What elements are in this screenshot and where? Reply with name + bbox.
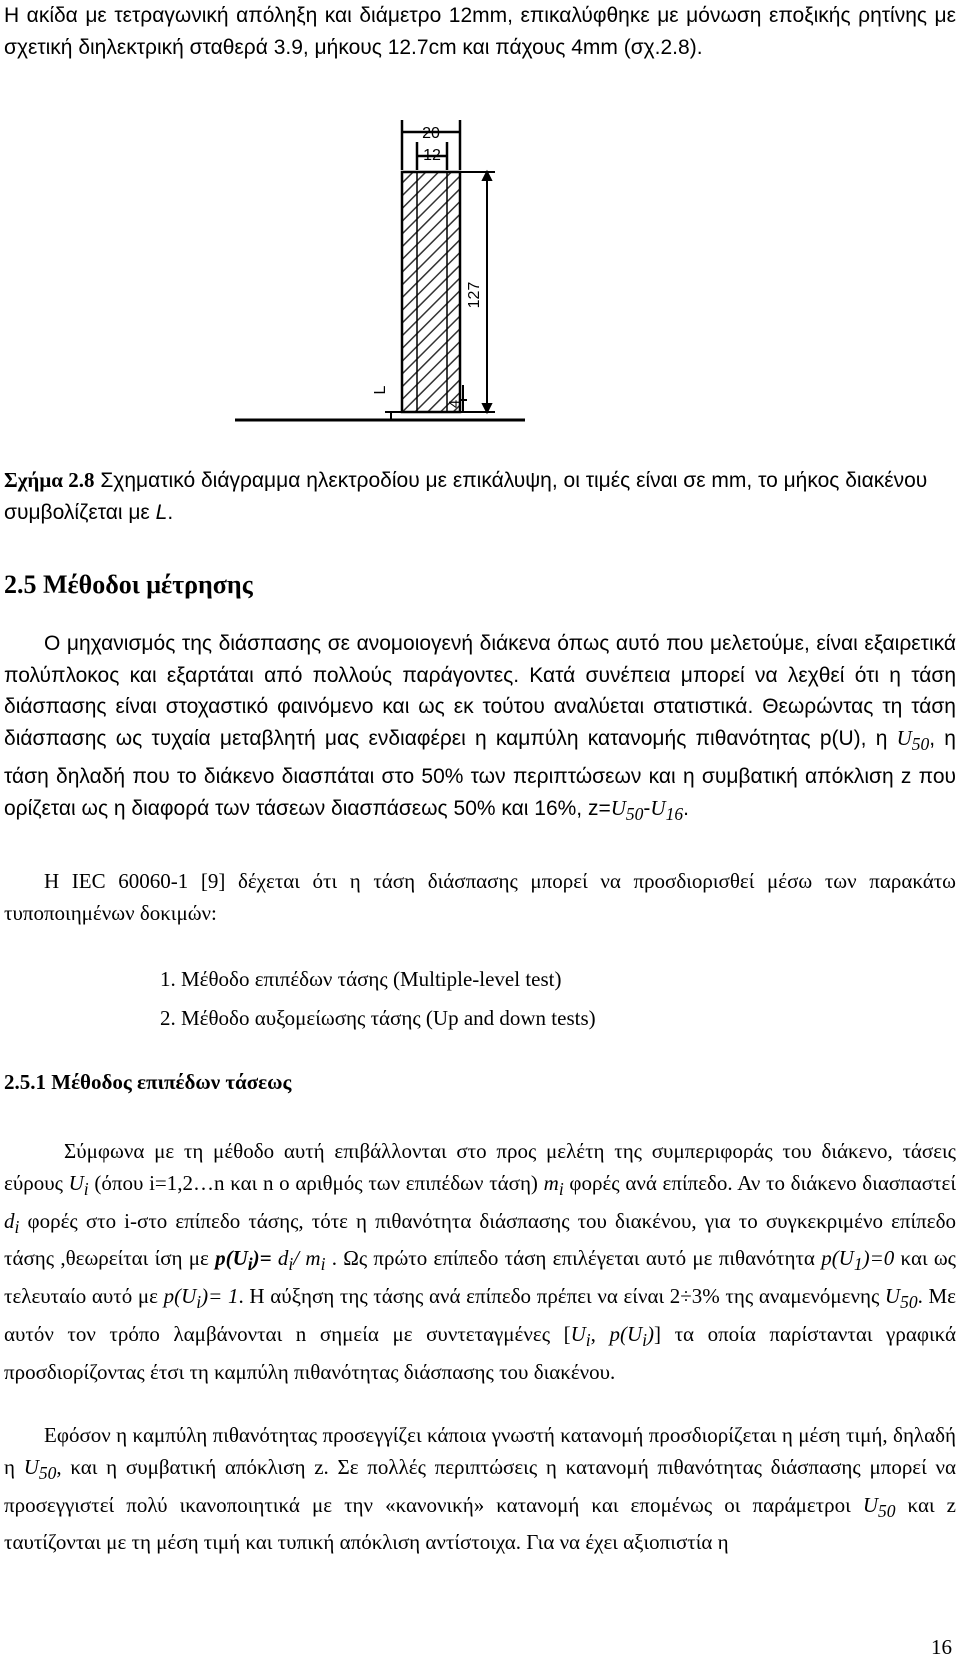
dim-width-outer: 20 (422, 125, 440, 142)
mi-sub: i (558, 1178, 564, 1199)
caption-symbol: L (155, 500, 168, 524)
para4-text: και z ταυτίζονται με τη μέση τιμή και τυπική απόκλιση αντίστοιχα. Για να έχει αξιοπιστία η (4, 1492, 957, 1555)
paragraph-methods-intro (4, 628, 956, 831)
dim-length: 127 (466, 281, 483, 309)
mi-base: m (543, 1170, 559, 1195)
pu1-formula (821, 1246, 895, 1275)
u50-symbol (884, 1284, 918, 1313)
u50-symbol (23, 1454, 57, 1483)
pun-sub: i (196, 1292, 202, 1313)
coord-p-sub: i (642, 1330, 647, 1351)
dim-width-inner: 12 (423, 147, 441, 164)
caption-text: Σχηματικό διάγραμμα ηλεκτροδίου με επικάλυψη, οι τιμές είναι σε mm, το μήκος διακένου συμβολίζεται με (4, 469, 928, 524)
para3-text: (όπου i=1,2…n και n ο αριθμός των επιπέδων τάση) (88, 1170, 544, 1195)
u50-sub: 50 (38, 1462, 57, 1483)
para3-text: φορές ανά επίπεδο. Αν το διάκενο διασπαστεί (563, 1170, 956, 1195)
paragraph-multiple-level (4, 1136, 956, 1389)
caption-end: . (167, 500, 174, 524)
u50-symbol (862, 1492, 896, 1521)
coord-p (609, 1322, 654, 1351)
u50-sub: 50 (877, 1500, 896, 1521)
di-sub: i (14, 1216, 20, 1237)
u50-base: U (23, 1454, 39, 1479)
ratio-m: m (305, 1246, 321, 1271)
para3-text: και ως τελευταίο αυτό με (4, 1246, 956, 1309)
list-label: Μέθοδο αυξομείωσης τάσης (Up and down tests) (181, 1006, 596, 1030)
u50-sub: 50 (911, 734, 930, 755)
para3-text: ] τα οποία παρίστανται γραφικά προσδιορίζοντας έτσι τη καμπύλη πιθανότητας διάσπασης του διακένου. (4, 1322, 956, 1385)
u50-base: U (862, 1492, 878, 1517)
para3-text: Σύμφωνα με τη μέθοδο αυτή επιβάλλονται στο προς μελέτη της συμπεριφοράς του διάκενο, τάσεις εύρους (4, 1139, 956, 1195)
ratio-sep: / (293, 1246, 306, 1271)
pu1-base: p(U (821, 1246, 854, 1271)
coord-p-end: ) (647, 1322, 654, 1347)
dim-thickness: 4 (446, 399, 463, 409)
coord-u-base: U (570, 1322, 586, 1347)
coord-u-sub: i (585, 1330, 591, 1351)
section-heading-2-5: 2.5 Μέθοδοι μέτρησης (4, 570, 253, 599)
para3-text: . Με αυτόν τον τρόπο λαμβάνονται n σημεία με συντεταγμένες [ (4, 1284, 956, 1347)
pui-end: )= (252, 1246, 272, 1271)
ui-base: U (68, 1170, 84, 1195)
caption-label: Σχήμα 2.8 (4, 468, 95, 492)
coord-u (570, 1322, 591, 1351)
pun-base: p(U (163, 1284, 197, 1309)
dash: - (643, 796, 651, 820)
u50-base: U (884, 1284, 901, 1309)
coord-p-base: p(U (609, 1322, 643, 1347)
u16-sub: 16 (665, 803, 684, 824)
para4-text: , και η συμβατική απόκλιση z. Σε πολλές περιπτώσεις η κατανομή πιθανότητας διάσπασης μπορεί να προσεγγιστεί πολύ ικανοποιητικά με την «κανονική» κατανομή και επομένως οι παράμετροι (4, 1454, 956, 1517)
intro-text: Η ακίδα με τετραγωνική απόληξη και διάμετρο 12mm, επικαλύφθηκε με μόνωση εποξικής ρητίνης με σχετική διηλεκτρική σταθερά 3.9, μήκους 12.7cm και πάχους 4mm (σχ.2.8). (4, 4, 956, 59)
u50-base: U (896, 726, 912, 751)
u50-base: U (610, 795, 626, 820)
pui-formula (215, 1246, 272, 1275)
pu1-end: )=0 (862, 1246, 895, 1271)
figure-caption (4, 465, 956, 528)
list-number: 1. (160, 967, 176, 991)
pui-sub: i (247, 1254, 253, 1275)
para3-text: . Ως πρώτο επίπεδο τάση επιλέγεται αυτό με πιθανότητα (325, 1246, 822, 1271)
coord-sep: , (590, 1322, 610, 1347)
list-label: Μέθοδο επιπέδων τάσης (Multiple-level test) (181, 967, 562, 991)
paragraph-iec (4, 866, 956, 929)
section-heading-2-5-1: 2.5.1 Μέθοδος επιπέδων τάσεως (4, 1070, 292, 1094)
di-symbol (4, 1208, 20, 1237)
para3-text: φορές στο i-στο επίπεδο τάσης, τότε η πιθανότητα διάσπασης του διακένου, για το συγκεκριμένο επίπεδο τάσης ,θεωρείται ίση με (4, 1208, 956, 1271)
ratio-d-sub: i (288, 1254, 294, 1275)
para1-text-b: , η τάση δηλαδή που το διάκενο διασπάται στο 50% των περιπτώσεων και η συμβατική απόκλιση z που ορίζεται ως η διαφορά των τάσεων διασπάσεως 50% και 16%, z= (4, 727, 956, 820)
para4-text: Εφόσον η καμπύλη πιθανότητας προσεγγίζει κάποια γνωστή κατανομή προσδιορίζεται η μέση τιμή, δηλαδή η (4, 1423, 956, 1479)
methods-list (160, 960, 596, 1038)
pu1-sub: 1 (853, 1254, 863, 1275)
paragraph-distribution (4, 1420, 956, 1559)
intro-paragraph (4, 0, 956, 63)
mi-symbol (543, 1170, 564, 1199)
electrode-coating (402, 172, 460, 412)
para1-end: . (683, 796, 689, 820)
ratio-d: d (277, 1246, 289, 1271)
para1-text-a: Ο μηχανισμός της διάσπασης σε ανομοιογενή διάκενα όπως αυτό που μελετούμε, είναι εξαιρετικά πολύπλοκος και εξαρτάται από πολλούς παράγοντες. Κατά συνέπεια μπορεί να λεχθεί ότι η τάση διάσπασης είναι στοχαστικό φαινόμενο και ως εκ τούτου αναλύεται στατιστικά. Θεωρώντας τη τάση διάσπασης ως τυχαία μεταβλητή μας ενδιαφέρει η καμπύλη κατανομής πιθανότητας p(U), η (4, 632, 956, 751)
electrode-diagram (235, 120, 525, 450)
ui-symbol (68, 1170, 89, 1199)
ratio-m-sub: i (320, 1254, 326, 1275)
pun-formula (163, 1284, 239, 1313)
u50-sub: 50 (625, 803, 644, 824)
para2-text: Η IEC 60060-1 [9] δέχεται ότι η τάση διάσπασης μπορεί να προσδιορισθεί μέσω των παρακάτω τυποποιημένων δοκιμών: (4, 869, 956, 925)
u50-sub: 50 (900, 1292, 918, 1313)
u50-symbol (896, 726, 930, 755)
ratio-formula (272, 1246, 326, 1275)
pui-base: p(U (215, 1246, 248, 1271)
di-base: d (4, 1208, 15, 1233)
list-item (160, 999, 596, 1038)
u50-symbol (610, 795, 644, 824)
para3-text: . Η αύξηση της τάσης ανά επίπεδο πρέπει να είναι 2÷3% της αναμενόμενης (238, 1284, 885, 1309)
ui-sub: i (83, 1178, 89, 1199)
u16-symbol (650, 795, 684, 824)
list-number: 2. (160, 1006, 176, 1030)
page-number: 16 (931, 1635, 952, 1659)
pun-end: )= 1 (201, 1284, 239, 1309)
list-item (160, 960, 596, 999)
u16-base: U (650, 795, 666, 820)
gap-label: L (372, 385, 389, 395)
